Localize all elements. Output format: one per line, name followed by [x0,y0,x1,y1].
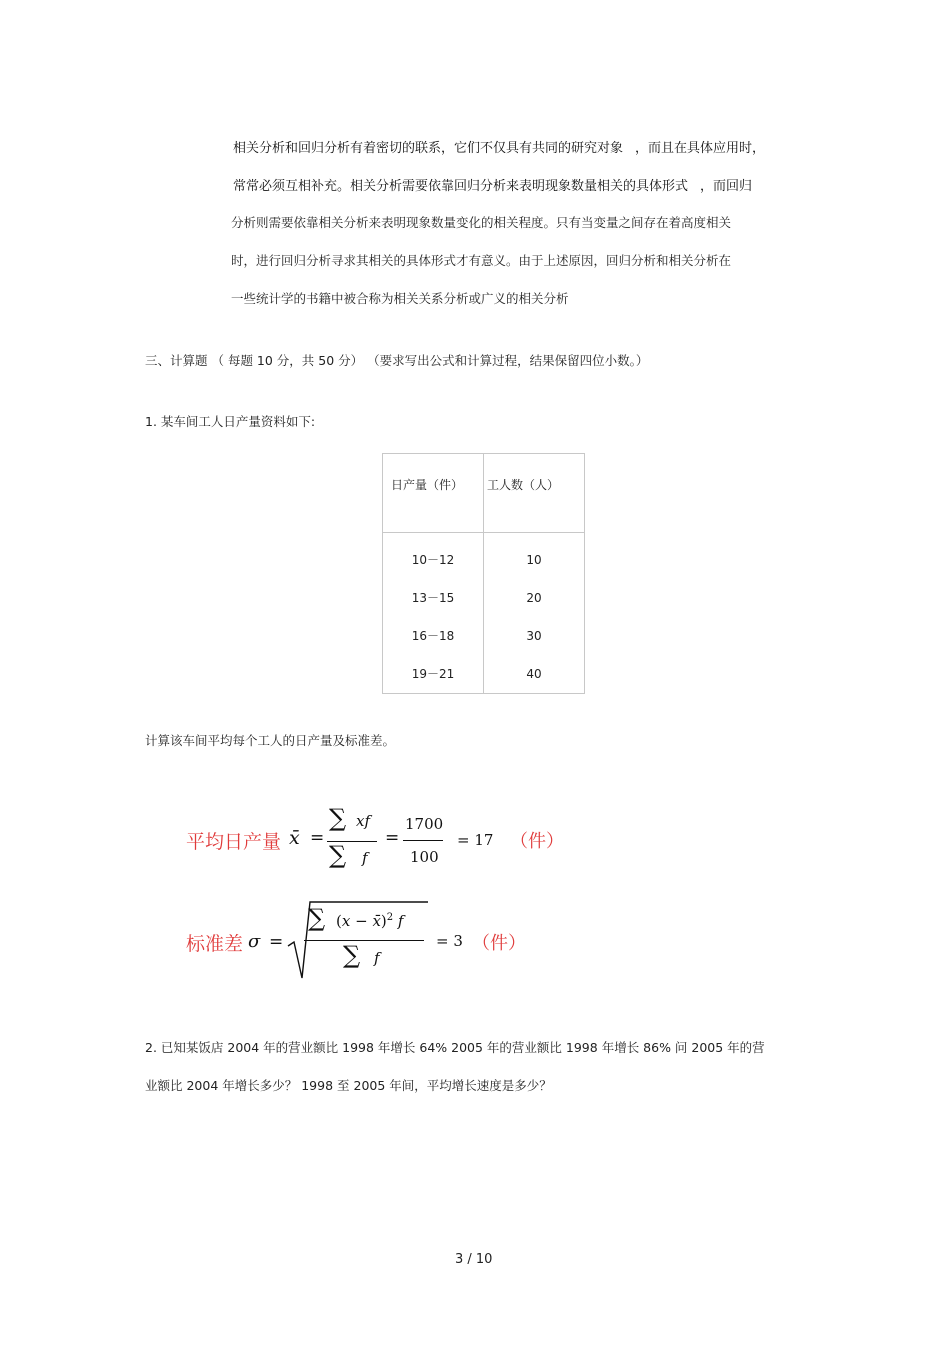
squared-deviation-term: (x − x̄)$^2$ f [336,912,404,930]
question-2-line-1: 2. 已知某饭店 2004 年的营业额比 1998 年增长 64% 2005 年的营业额比 1998 年增长 86% 问 2005 年的营 [145,1040,765,1055]
table-cell: 16－18 [411,629,455,643]
sigma-icon: ∑ [329,804,347,832]
mean-label: 平均日产量 [186,831,282,853]
workers-column [484,533,585,694]
table-cell: 10 [526,553,542,567]
table-cell: 30 [526,629,542,643]
paragraph-line-2b: ，而回归 [700,179,753,194]
paragraph-line-1b: ，而且在具体应用时， [635,141,766,156]
std-dev-result: = 3 [436,932,463,950]
header-worker-count: 工人数（人） [487,478,560,492]
paragraph-line-2a: 常常必须互相补充。相关分析需要依靠回归分析来表明现象数量相关的具体形式 [233,179,689,194]
paragraph-line-1a: 相关分析和回归分析有着密切的联系，它们不仅具有共同的研究对象 [233,141,624,156]
section-title: 三、计算题 （ 每题 10 分，共 50 分） （要求写出公式和计算过程，结果保留四位小数。） [145,353,649,368]
denominator-value: 100 [410,848,439,866]
f-term: f [362,849,368,867]
std-dev-label: 标准差 [186,933,244,955]
x-bar-symbol: x̄ [289,827,300,849]
page-number: 3 / 10 [455,1252,493,1267]
f-term: f [374,949,380,967]
paragraph-line-2 [233,175,752,194]
sigma-lower-symbol: σ [248,931,261,952]
sigma-icon: ∑ [343,941,361,969]
question-1-intro: 1. 某车间工人日产量资料如下: [145,414,316,429]
table-header-cell [383,454,484,533]
fraction-bar [403,840,443,841]
table-body-row [383,533,585,694]
sigma-icon: ∑ [329,841,347,869]
table-cell: 13－15 [411,591,455,605]
table-header-cell [484,454,585,533]
table-header-row [383,454,585,533]
sigma-icon: ∑ [308,904,326,932]
mean-unit: （件） [510,831,564,852]
question-2-line-2: 业额比 2004 年增长多少？ 1998 至 2005 年间，平均增长速度是多少？ [145,1078,552,1093]
numerator-value: 1700 [405,815,444,833]
equals-sign: = [310,828,325,848]
production-table [382,453,585,694]
equals-sign: = [385,828,400,848]
paragraph-line-4: 时，进行回归分析寻求其相关的具体形式才有意义。由于上述原因，回归分析和相关分析在 [231,253,732,268]
paragraph-line-1 [233,137,765,156]
table-cell: 40 [526,667,542,681]
xf-term: xf [356,812,371,830]
fraction-bar [304,940,424,941]
std-dev-formula [186,898,586,983]
equals-sign: = [269,932,284,952]
table-cell: 20 [526,591,542,605]
mean-formula [186,804,586,880]
header-daily-output: 日产量（件） [391,478,464,492]
output-column [383,533,484,694]
paragraph-line-3: 分析则需要依靠相关分析来表明现象数量变化的相关程度。只有当变量之间存在着高度相关 [231,215,732,230]
table-cell: 10－12 [411,553,455,567]
table-cell: 19－21 [411,667,455,681]
std-dev-unit: （件） [472,933,526,954]
question-1-prompt: 计算该车间平均每个工人的日产量及标准差。 [145,733,396,748]
mean-result: = 17 [457,831,494,849]
paragraph-line-5: 一些统计学的书籍中被合称为相关关系分析或广义的相关分析 [231,291,569,306]
